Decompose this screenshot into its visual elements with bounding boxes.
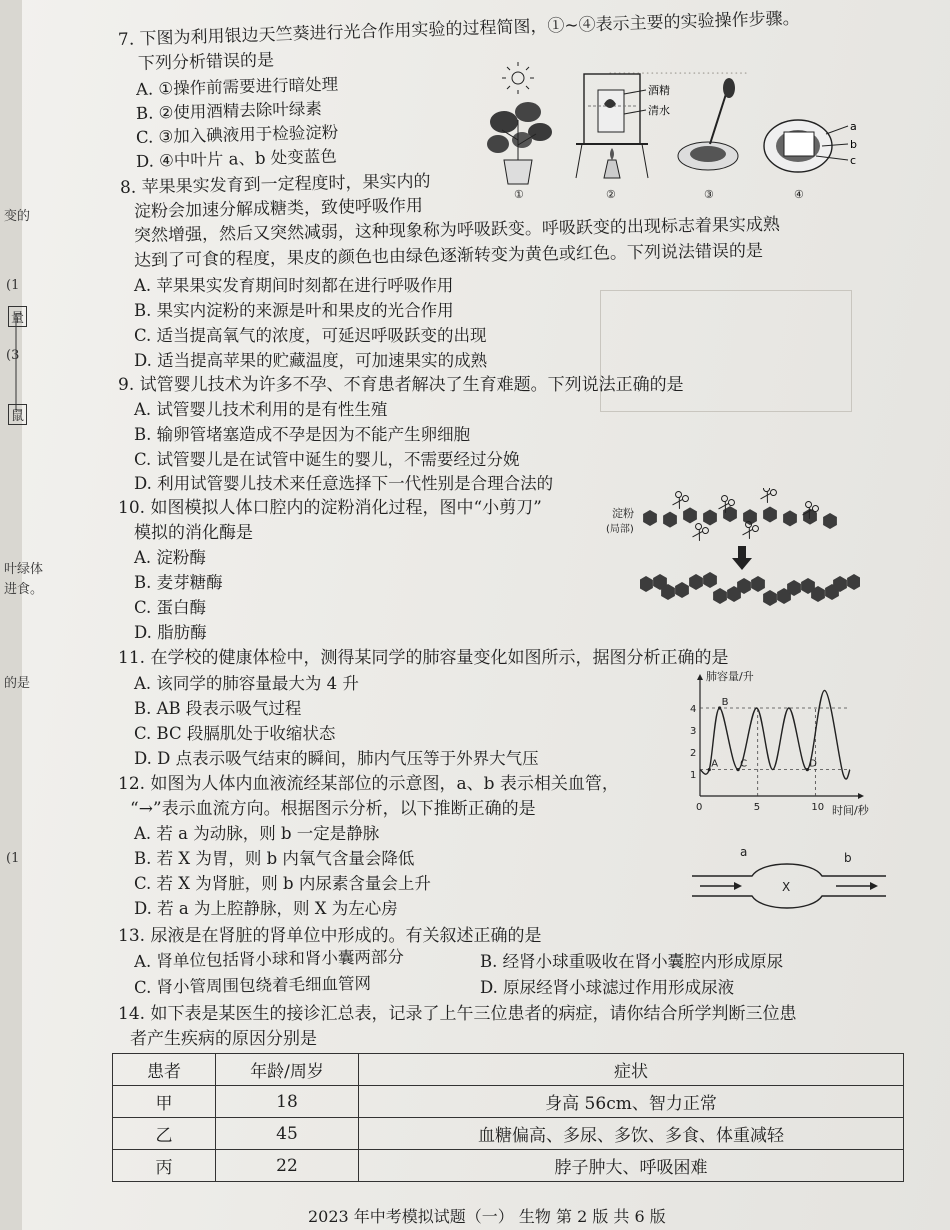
table-cell: 身高 56cm、智力正常 — [359, 1086, 904, 1118]
vessel-label-a: a — [740, 845, 748, 859]
y-tick-label: 1 — [690, 770, 697, 781]
margin-fragment: (1 — [6, 278, 20, 293]
table-row — [113, 1118, 904, 1150]
question-7-stem: 7. 下图为利用银边天竺葵进行光合作用实验的过程简图，①~④表示主要的实验操作步骤。 — [117, 8, 800, 50]
scissors-handle — [720, 494, 728, 502]
question-13-option-a: A. 肾单位包括肾小球和肾小囊两部分 — [133, 947, 405, 971]
x-tick-label: 10 — [811, 802, 825, 813]
question-8-stem: 淀粉会加速分解成糖类，致使呼吸作用 — [133, 195, 424, 222]
scissors-handle — [751, 524, 759, 532]
leaf-label: b — [850, 138, 857, 151]
figure-label: ① — [514, 188, 524, 200]
question-11-option-c: C. BC 段膈肌处于收缩状态 — [134, 724, 336, 743]
question-8-option-a: A. 苹果果实发育期间时刻都在进行呼吸作用 — [134, 276, 454, 295]
question-11-stem: 11. 在学校的健康体检中，测得某同学的肺容量变化如图所示，据图分析正确的是 — [118, 648, 729, 668]
down-arrow-icon — [732, 558, 752, 570]
scissors-handle — [762, 488, 770, 493]
question-8-option-b: B. 果实内淀粉的来源是叶和果皮的光合作用 — [134, 301, 454, 320]
question-11-option-b: B. AB 段表示吸气过程 — [134, 699, 302, 718]
blood-flow-figure — [690, 840, 890, 922]
question-10-option-b: B. 麦芽糖酶 — [134, 573, 223, 592]
scissors-icon — [758, 488, 778, 504]
table-header: 症状 — [359, 1054, 904, 1086]
question-12-option-c: C. 若 X 为肾脏，则 b 内尿素含量会上升 — [134, 874, 431, 893]
question-12-stem: “→”表示血流方向。根据图示分析，以下推断正确的是 — [130, 799, 536, 819]
question-7-option-c: C. ③加入碘液用于检验淀粉 — [135, 122, 339, 147]
question-10-option-c: C. 蛋白酶 — [134, 598, 207, 617]
leaf-label: a — [850, 120, 857, 133]
margin-fragment: 量 — [8, 306, 27, 327]
scissors-handle — [701, 526, 709, 534]
table-cell: 18 — [216, 1086, 359, 1118]
page-footer: 2023 年中考模拟试题（一） 生物 第 2 版 共 6 版 — [308, 1207, 666, 1226]
question-13-stem: 13. 尿液是在肾脏的肾单位中形成的。有关叙述正确的是 — [118, 926, 542, 946]
glucose-unit — [683, 507, 697, 523]
question-9-stem: 9. 试管婴儿技术为许多不孕、不育患者解决了生育难题。下列说法正确的是 — [118, 375, 684, 395]
margin-fragment: 变的 — [4, 209, 31, 224]
question-8-option-d: D. 适当提高苹果的贮藏温度，可加速果实的成熟 — [134, 351, 488, 370]
question-13-option-c: C. 肾小管周围包绕着毛细血管网 — [133, 973, 372, 997]
question-14-stem: 14. 如下表是某医生的接诊汇总表，记录了上午三位患者的病症，请你结合所学判断三位患 — [118, 1004, 797, 1024]
table-cell: 甲 — [113, 1086, 216, 1118]
question-7-stem: 下列分析错误的是 — [137, 50, 275, 74]
starch-sublabel: (局部) — [606, 524, 634, 535]
point-label: C — [740, 758, 748, 770]
question-8-stem: 达到了可食的程度，果皮的颜色也由绿色逐渐转变为黄色或红色。下列说法错误的是 — [133, 241, 764, 271]
leaf-label: c — [850, 154, 857, 167]
table-header: 患者 — [113, 1054, 216, 1086]
leaf-experiment-figure — [482, 60, 862, 200]
figure-label: ④ — [794, 188, 804, 200]
scissors-handle — [674, 490, 682, 498]
scissors-icon — [670, 490, 690, 510]
adjacent-page-strip — [0, 0, 22, 1230]
question-7-option-a: A. ①操作前需要进行暗处理 — [135, 74, 339, 99]
question-13-option-d: D. 原尿经肾小球滤过作用形成尿液 — [480, 978, 735, 997]
y-tick-label: 3 — [690, 726, 697, 737]
scissors-blade — [743, 526, 753, 538]
glucose-unit — [663, 512, 677, 528]
margin-bracket — [0, 300, 24, 430]
question-7-option-b: B. ②使用酒精去除叶绿素 — [135, 99, 323, 123]
glucose-unit — [763, 590, 777, 606]
starch-digestion-figure — [640, 488, 860, 618]
margin-fragment: 叶绿体 — [4, 562, 44, 577]
glucose-unit — [689, 574, 703, 590]
glucose-unit — [763, 507, 777, 523]
question-10-stem: 模拟的消化酶是 — [134, 523, 253, 543]
table-header: 年龄/周岁 — [216, 1054, 359, 1086]
table-cell: 丙 — [113, 1150, 216, 1182]
table-cell: 乙 — [113, 1118, 216, 1150]
figure-label: ③ — [704, 188, 714, 200]
scissors-handle — [804, 500, 812, 508]
glucose-unit — [675, 582, 689, 598]
point-label: B — [721, 697, 729, 708]
glucose-unit — [640, 576, 653, 592]
question-11-option-d: D. D 点表示吸气结束的瞬间，肺内气压等于外界大气压 — [134, 749, 539, 768]
question-9-option-d: D. 利用试管婴儿技术来任意选择下一代性别是合理合法的 — [134, 474, 554, 493]
question-9-option-b: B. 输卵管堵塞造成不孕是因为不能产生卵细胞 — [134, 425, 471, 444]
question-14-stem: 者产生疾病的原因分别是 — [130, 1029, 317, 1049]
glucose-unit — [823, 513, 837, 529]
glucose-unit — [743, 509, 757, 525]
margin-fragment: 鼠 — [8, 404, 27, 425]
question-12-option-a: A. 若 a 为动脉，则 b 一定是静脉 — [134, 824, 380, 843]
question-12-stem: 12. 如图为人体内血液流经某部位的示意图，a、b 表示相关血管， — [118, 774, 619, 794]
question-9-option-a: A. 试管婴儿技术利用的是有性生殖 — [134, 400, 388, 419]
starch-label: 淀粉 — [612, 507, 634, 520]
glucose-unit — [751, 576, 765, 592]
question-11-option-a: A. 该同学的肺容量最大为 4 升 — [134, 674, 359, 693]
flow-arrow-icon — [870, 882, 878, 890]
table-row — [113, 1150, 904, 1182]
question-8-option-c: C. 适当提高氧气的浓度，可延迟呼吸跃变的出现 — [134, 326, 487, 345]
y-tick-label: 2 — [690, 748, 697, 759]
scissors-blade — [693, 528, 703, 540]
scissors-blade — [673, 496, 683, 508]
vessel-label-b: b — [844, 851, 852, 865]
table-row — [113, 1086, 904, 1118]
water-bath-step — [576, 74, 670, 200]
stained-leaf-step — [764, 120, 857, 200]
figure-label: ② — [606, 188, 616, 200]
show-through: ………………………… — [608, 62, 748, 78]
question-12-option-b: B. 若 X 为胃，则 b 内氧气含量会降低 — [134, 849, 415, 868]
down-arrow-icon — [738, 546, 746, 558]
axis-arrow-icon — [697, 674, 703, 680]
question-8-stem: 突然增强，然后又突然减弱，这种现象称为呼吸跃变。呼吸跃变的出现标志着果实成熟 — [133, 214, 781, 246]
table-cell: 脖子肿大、呼吸困难 — [359, 1150, 904, 1182]
chart-y-axis-label: 肺容量/升 — [706, 670, 754, 683]
glucose-unit — [783, 510, 797, 526]
x-tick-label: 5 — [753, 802, 761, 813]
glucose-unit — [847, 574, 860, 590]
table-cell: 45 — [216, 1118, 359, 1150]
question-13-option-b: B. 经肾小球重吸收在肾小囊腔内形成原尿 — [480, 952, 784, 971]
margin-fragment: (1 — [6, 851, 20, 866]
scissors-handle — [769, 488, 777, 496]
scissors-icon — [690, 522, 710, 542]
axis-arrow-icon — [858, 793, 864, 799]
scissors-handle — [694, 522, 702, 530]
glucose-unit — [703, 510, 717, 526]
question-10-stem: 10. 如图模拟人体口腔内的淀粉消化过程，图中“小剪刀” — [118, 498, 542, 518]
glucose-unit — [713, 588, 727, 604]
question-8-stem: 8. 苹果果实发育到一定程度时，果实内的 — [119, 171, 431, 198]
chart-x-axis-label: 时间/秒 — [832, 804, 869, 817]
scissors-blade — [761, 490, 771, 502]
question-10-option-a: A. 淀粉酶 — [134, 548, 206, 567]
patient-table — [112, 1053, 904, 1182]
scissors-handle — [681, 494, 689, 502]
question-12-option-d: D. 若 a 为上腔静脉，则 X 为左心房 — [134, 899, 398, 918]
iodine-drop-step — [678, 78, 738, 200]
point-label: A — [711, 758, 719, 770]
question-7-option-d: D. ④中叶片 a、b 处变蓝色 — [135, 146, 337, 171]
potted-plant-step — [487, 62, 552, 200]
table-header-row — [113, 1054, 904, 1086]
glucose-unit — [643, 510, 657, 526]
beaker-label: 清水 — [648, 104, 670, 117]
x-tick-label: 0 — [696, 802, 703, 813]
flow-arrow-icon — [734, 882, 742, 890]
table-cell: 血糖偏高、多尿、多饮、多食、体重减轻 — [359, 1118, 904, 1150]
glucose-unit — [703, 572, 717, 588]
point-label: D — [809, 758, 818, 770]
margin-fragment: (3 — [6, 348, 20, 363]
question-9-option-c: C. 试管婴儿是在试管中诞生的婴儿，不需要经过分娩 — [134, 450, 520, 469]
lung-capacity-chart — [668, 668, 888, 818]
margin-fragment: 进食。 — [4, 582, 44, 597]
question-10-option-d: D. 脂肪酶 — [134, 623, 207, 642]
margin-fragment: 的是 — [4, 676, 31, 691]
y-tick-label: 4 — [690, 704, 697, 715]
table-cell: 22 — [216, 1150, 359, 1182]
organ-label-x: X — [782, 880, 791, 894]
scissors-handle — [727, 498, 735, 506]
beaker-label: 酒精 — [648, 84, 670, 97]
